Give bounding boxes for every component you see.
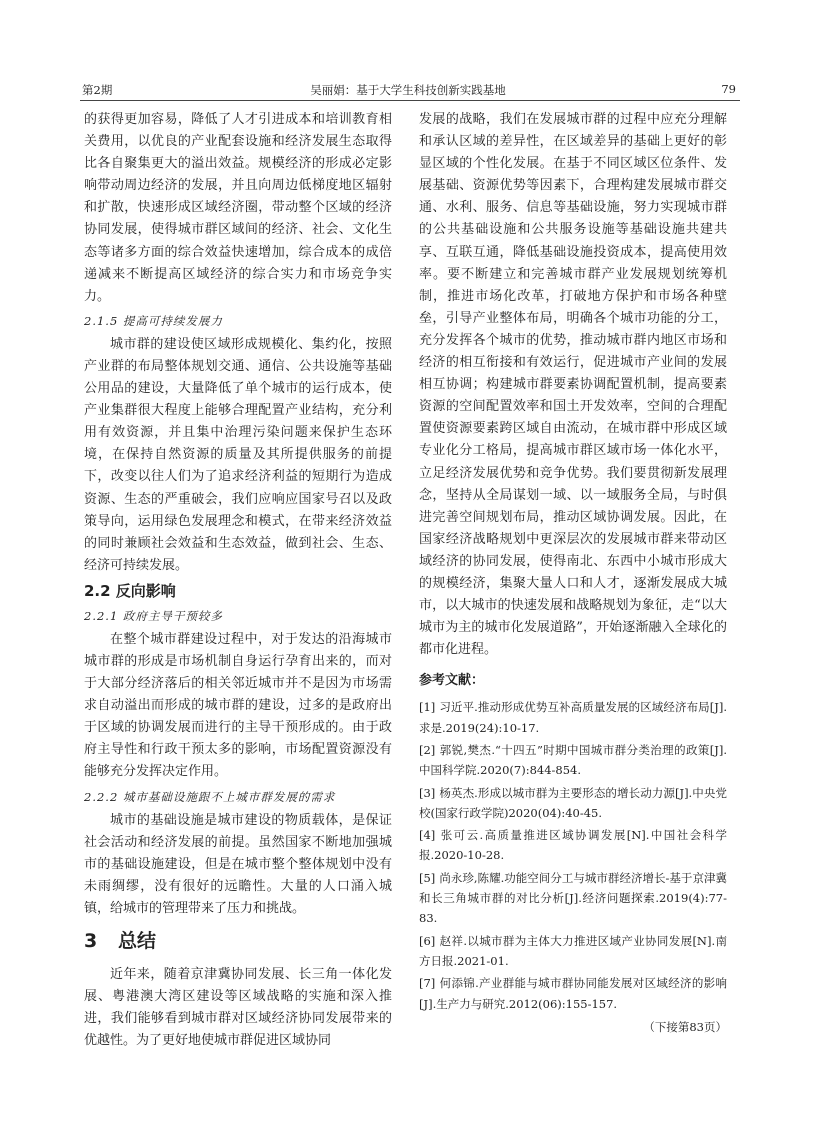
reference-item [419,740,727,781]
reference-list [419,697,727,1013]
right-column [419,109,727,1038]
section-title: 总结 [118,930,157,952]
issue-number: 第2期 [82,83,113,97]
reference-text: 杨英杰.形成以城市群为主要形态的增长动力源[J].中央党校(国家行政学院)2020(04):40-45. [419,785,727,820]
section-heading-2-2: 2.2 反向影响 [84,581,176,600]
paragraph: 城市的基础设施是城市建设的物质载体，是保证社会活动和经济发展的前提。虽然国家不断地加强城市的基础设施建设，但是在城市整个整体规划中没有未雨绸缪，没有很好的远瞻性。大量的人口涌入城镇，给城市的管理带来了压力和挑战。 [84,812,392,916]
reference-item [419,825,727,866]
paragraph: 城市群的建设使区域形成规模化、集约化，按照产业群的布局整体规划交通、通信、公共设施等基础公用品的建设，大量降低了单个城市的运行成本，使产业集群很大程度上能够合理配置产业结构，充分利用有效资源，并且集中治理污染问题来保护生态环境，在保持自然资源的质量及其所提供服务的前提下，改变以往人们为了追求经济利益的短期行为造成资源、生态的严重破会，我们应响应国家号召以及政策导向，运用绿色发展理念和模式，在带来经济效益的同时兼顾社会效益和生态效益，做到社会、生态、经济可持续发展。 [84,336,392,573]
reference-number: [7] [419,976,436,991]
references-heading: 参考文献： [419,673,485,689]
paragraph: 的获得更加容易，降低了人才引进成本和培训教育相关费用，以优良的产业配套设施和经济发展生态取得比各自聚集更大的溢出效益。规模经济的形成必定影响带动周边经济的发展，并且向周边低梯度地区辐射和扩散，快速形成区域经济圈，带动整个区域的经济协同发展，使得城市群区域间的经济、社会、文化生态等诸多方面的综合效益快速增加，综合成本的成倍递减来不断提高区域经济的综合实力和市场竞争实力。 [84,112,392,304]
reference-text: 何添锦.产业群能与城市群协同能发展对区域经济的影响[J].生产力与研究.2012(06):155-157. [419,976,727,1011]
section-heading-2-2-2: 2.2.2 城市基础设施跟不上城市群发展的需求 [84,789,336,804]
reference-item [419,783,727,824]
reference-item [419,931,727,972]
reference-text: 赵祥.以城市群为主体大力推进区域产业协同发展[N].南方日报.2021-01. [419,933,727,968]
page-number: 79 [721,82,736,96]
reference-number: [5] [419,870,436,885]
running-title: 吴丽娟：基于大学生科技创新实践基地 [310,83,506,97]
paragraph: 在整个城市群建设过程中，对于发达的沿海城市城市群的形成是市场机制自身运行孕育出来的，而对于大部分经济落后的相关邻近城市并不是因为市场需求自动溢出而形成的城市群的建设，过多的是政府出于区域的协调发展而进行的主导干预形成的。由于政府主导性和行政干预太多的影响，市场配置资源没有能够充分发挥决定作用。 [84,631,392,780]
reference-number: [6] [419,933,436,948]
paragraph: 发展的战略，我们在发展城市群的过程中应充分理解和承认区域的差异性，在区域差异的基础上更好的彰显区域的个性化发展。在基于不同区域区位条件、发展基础、资源优势等因素下，合理构建发展城市群交通、水利、服务、信息等基础设施，努力实现城市群的公共基础设施和公共服务设施等基础设施共建共享、互联互通，降低基础设施投资成本，提高使用效率。要不断建立和完善城市群产业发展规划统筹机制，推进市场化改革，打破地方保护和市场各种壁垒，引导产业整体布局，明确各个城市功能的分工，充分发挥各个城市的优势，推动城市群内地区市场和经济的相互衔接和有效运行，促进城市产业间的发展相互协调；构建城市群要素协调配置机制，提高要素资源的空间配置效率和国土开发效率，空间的合理配置使资源要素跨区域自由流动，在城市群中形成区域专业化分工格局，提高城市群区域市场一体化水平，立足经济发展优势和竞争优势。我们要贯彻新发展理念，坚持从全局谋划一域、以一域服务全局，与时俱进完善空间规划布局，推动区域协调发展。因此，在国家经济战略规划中更深层次的发展城市群来带动区域经济的协同发展，使得南北、东西中小城市形成大的规模经济，集聚大量人口和人才，逐渐发展成大城市，以大城市的快速发展和战略规划为象征，走“以大城市为主的城市化发展道路”，开始逐渐融入全球化的都市化进程。 [419,112,727,658]
running-header [78,80,738,98]
reference-number: [4] [419,828,436,843]
reference-number: [3] [419,785,436,800]
left-column [84,109,392,1052]
reference-item [419,697,727,738]
section-heading-2-2-1: 2.2.1 政府主导干预较多 [84,608,223,623]
reference-number: [1] [419,700,436,715]
paragraph: 近年来，随着京津冀协同发展、长三角一体化发展、粤港澳大湾区建设等区域战略的实施和深入推进，我们能够看到城市群对区域经济协同发展带来的优越性。为了更好地使城市群促进区域协同 [84,967,392,1049]
continued-note: （下接第83页） [643,1019,727,1034]
reference-text: 郭锐,樊杰.“十四五”时期中国城市群分类治理的政策[J].中国科学院.2020(7):844-854. [419,742,727,778]
section-heading-3 [84,924,392,958]
reference-text: 尚永珍,陈耀.功能空间分工与城市群经济增长-基于京津冀和长三角城市群的对比分析[J].经济问题探索.2019(4):77-83. [419,870,727,926]
reference-text: 张可云.高质量推进区域协调发展[N].中国社会科学报.2020-10-28. [419,828,727,863]
reference-text: 习近平.推动形成优势互补高质量发展的区域经济布局[J].求是.2019(24):10-17. [419,700,727,735]
section-number: 3 [84,930,98,952]
section-heading-2-1-5: 2.1.5 提高可持续发展力 [84,313,223,328]
reference-item [419,868,727,929]
reference-item [419,973,727,1014]
reference-number: [2] [419,742,436,757]
header-rule [80,100,740,101]
